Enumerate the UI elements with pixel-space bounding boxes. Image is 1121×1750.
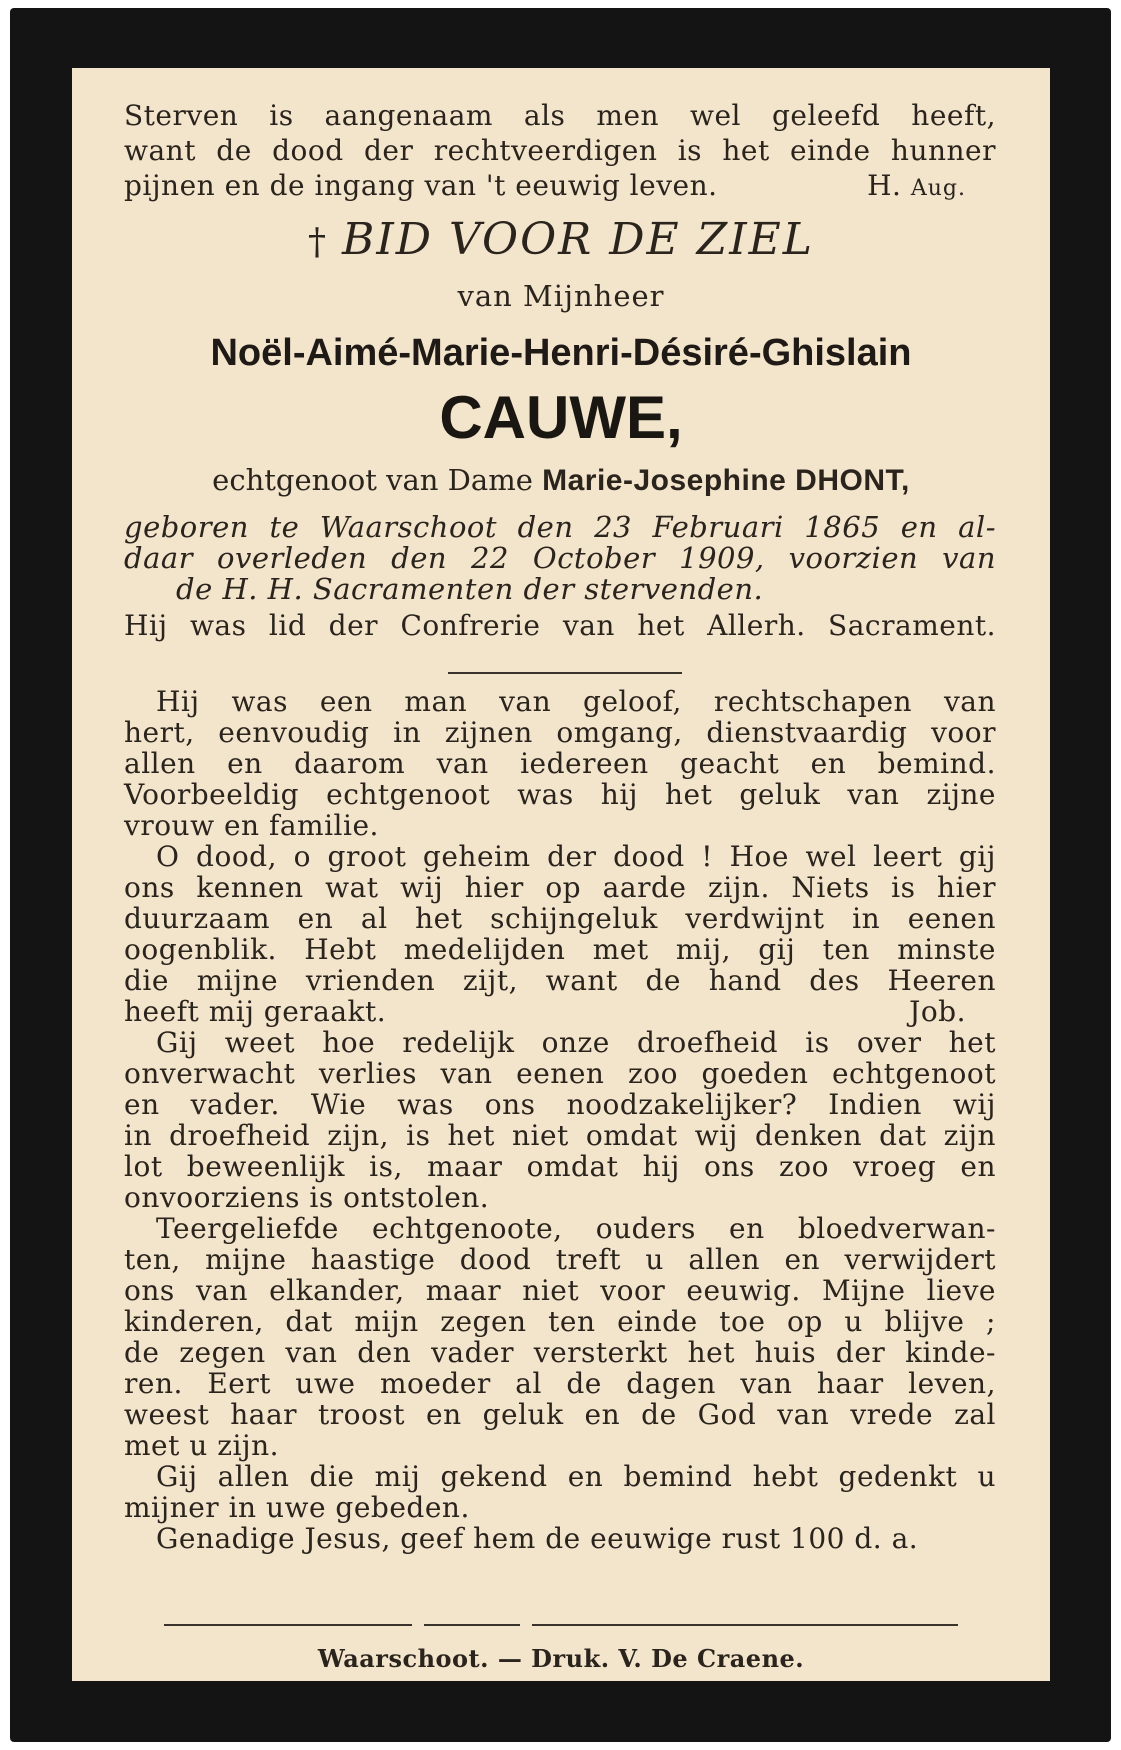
- memorial-card-paper: [72, 68, 1050, 1681]
- eulogy-text: [124, 686, 996, 1554]
- text-line: met u zijn.: [124, 1429, 280, 1462]
- text-line: lot beweenlijk is, maar omdat hij ons zoo vroeg en: [124, 1150, 996, 1183]
- text-line: ten, mijne haastige dood treft u allen en verwijdert: [124, 1243, 996, 1276]
- bottom-rule: [532, 1624, 958, 1626]
- text-line: ons kennen wat wij hier op aarde zijn. Niets is hier: [124, 871, 996, 904]
- van-mijnheer: van Mijnheer: [457, 279, 665, 313]
- motto-signature-aug: Aug.: [910, 176, 966, 201]
- text-line: oogenblik. Hebt medelijden met mij, gij ten minste: [124, 933, 996, 966]
- text-line: kinderen, dat mijn zegen ten einde toe op u blijve ;: [124, 1305, 996, 1338]
- motto-line: Sterven is aangenaam als men wel geleefd heeft,: [124, 99, 996, 132]
- motto-line-last: [124, 168, 996, 203]
- spouse-name: Marie-Josephine DHONT,: [542, 464, 910, 497]
- motto-quote: [124, 98, 996, 206]
- text-line: hert, eenvoudig in zijnen omgang, dienstvaardig voor: [124, 716, 996, 749]
- text-line: vrouw en familie.: [124, 809, 379, 842]
- text-line: die mijne vrienden zijt, want de hand des Heeren: [124, 964, 996, 997]
- confrerie-line: Hij was lid der Confrerie van het Allerh. Sacrament.: [124, 609, 996, 642]
- text-line: Gij allen die mij gekend en bemind hebt gedenkt u: [156, 1460, 996, 1493]
- bottom-rule: [424, 1624, 520, 1626]
- motto-signature-h: H.: [867, 169, 902, 202]
- motto-line-text: pijnen en de ingang van 't eeuwig leven.: [124, 169, 718, 202]
- heading-text: BID VOOR DE ZIEL: [342, 214, 814, 265]
- memorial-card-black-border: [10, 8, 1111, 1742]
- spouse-prefix: echtgenoot van Dame: [212, 463, 533, 497]
- text-line: Voorbeeldig echtgenoot was hij het geluk van zijne: [124, 778, 996, 811]
- birth-death-info: [124, 512, 996, 605]
- text-line: heeft mij geraakt.: [124, 995, 387, 1028]
- text-line: allen en daarom van iedereen geacht en bemind.: [124, 747, 996, 780]
- text-line: onverwacht verlies van eenen zoo goeden echtgenoot: [124, 1057, 996, 1090]
- closing-prayer: Genadige Jesus, geef hem de eeuwige rust 100 d. a.: [156, 1522, 919, 1555]
- text-line: Hij was een man van geloof, rechtschapen van: [156, 685, 996, 718]
- motto-signature: [867, 168, 966, 206]
- text-line: mijner in uwe gebeden.: [124, 1491, 470, 1524]
- bottom-rule: [164, 1624, 412, 1626]
- text-line: O dood, o groot geheim der dood ! Hoe wel leert gij: [156, 840, 996, 873]
- text-line: de zegen van den vader versterkt het huis der kinde-: [124, 1336, 996, 1369]
- cross-icon: †: [308, 222, 329, 263]
- text-line: en vader. Wie was ons noodzakelijker? Indien wij: [124, 1088, 996, 1121]
- text-line: ren. Eert uwe moeder al de dagen van haar leven,: [124, 1367, 996, 1400]
- separator-rule: [448, 672, 682, 674]
- birth-line: de H. H. Sacramenten der stervenden.: [176, 572, 764, 606]
- text-line: weest haar troost en geluk en de God van vrede zal: [124, 1398, 996, 1431]
- birth-line: geboren te Waarschoot den 23 Februari 1865 en al-: [124, 510, 996, 544]
- spouse-line: [72, 461, 1050, 500]
- text-line: Gij weet hoe redelijk onze droefheid is over het: [156, 1026, 996, 1059]
- text-line-with-signature: [124, 996, 996, 1027]
- prayer-heading: [72, 214, 1050, 269]
- printer-imprint: Waarschoot. — Druk. V. De Craene.: [317, 1644, 805, 1673]
- motto-line: want de dood der rechtveerdigen is het einde hunner: [124, 134, 996, 167]
- text-line: onvoorziens is ontstolen.: [124, 1181, 490, 1214]
- text-line: duurzaam en al het schijngeluk verdwijnt in eenen: [124, 902, 996, 935]
- text-line: ons van elkander, maar niet voor eeuwig. Mijne lieve: [124, 1274, 996, 1307]
- deceased-given-names: Noël-Aimé-Marie-Henri-Désiré-Ghislain: [210, 332, 912, 374]
- deceased-surname: CAUWE,: [439, 384, 683, 451]
- birth-line: daar overleden den 22 October 1909, voorzien van: [124, 541, 996, 575]
- text-line: Teergeliefde echtgenoote, ouders en bloedverwan-: [156, 1212, 996, 1245]
- job-signature: Job.: [909, 995, 966, 1028]
- text-line: in droefheid zijn, is het niet omdat wij denken dat zijn: [124, 1119, 996, 1152]
